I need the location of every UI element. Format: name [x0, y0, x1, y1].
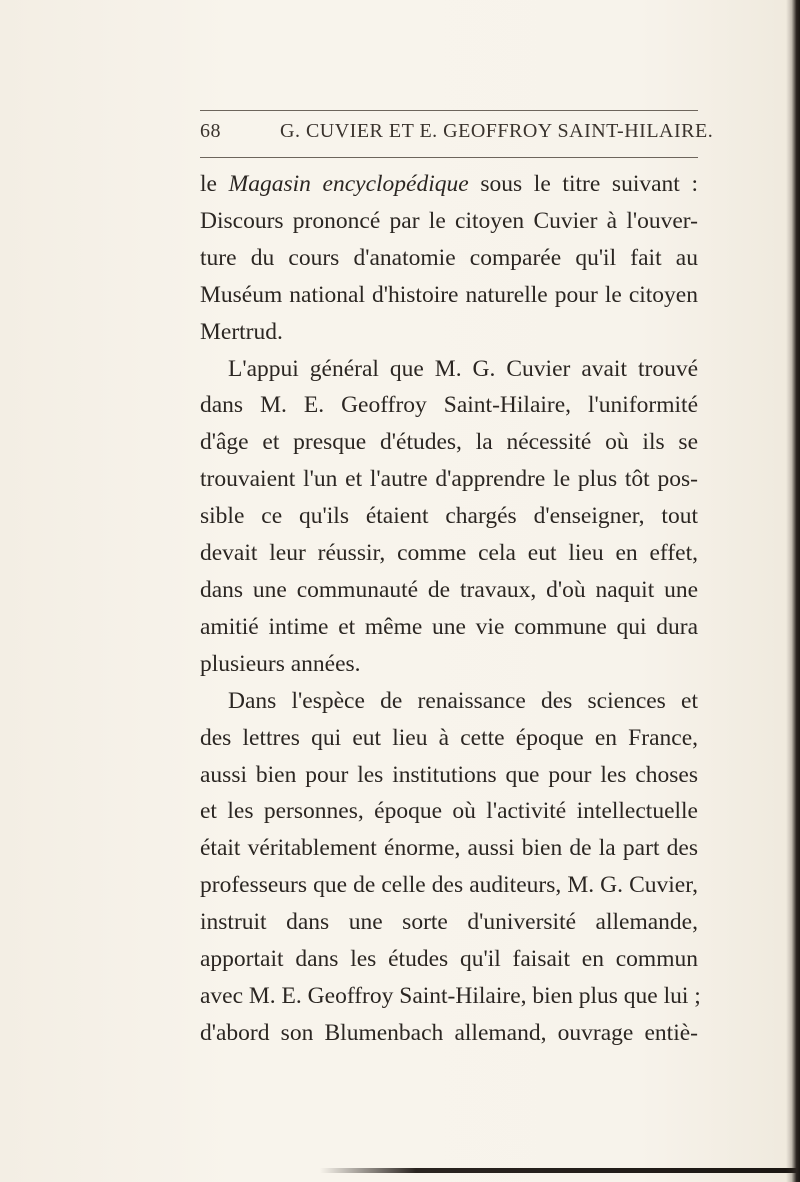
text-line: était véritablement énorme, aussi bien de la part des — [200, 835, 698, 862]
text-line: apportait dans les études qu'il faisait en commun — [200, 946, 698, 973]
page-number: 68 — [200, 120, 221, 142]
text-line: dans M. E. Geoffroy Saint-Hilaire, l'uniformité — [200, 392, 698, 419]
text-line: d'abord son Blumenbach allemand, ouvrage entiè- — [200, 1019, 698, 1046]
page-edge-shadow — [786, 0, 800, 1182]
running-header — [200, 118, 714, 148]
text-line: dans une communauté de travaux, d'où naquit une — [200, 576, 698, 603]
text-line: trouvaient l'un et l'autre d'apprendre le plus tôt pos- — [200, 466, 698, 493]
text-line: plusieurs années. — [200, 650, 361, 677]
running-title: G. CUVIER ET E. GEOFFROY SAINT-HILAIRE. — [280, 120, 714, 142]
page-bottom-shadow — [320, 1168, 800, 1173]
header-top-rule — [200, 110, 698, 111]
text-line: aussi bien pour les institutions que pour les choses — [200, 761, 698, 788]
text-line: d'âge et presque d'études, la nécessité où ils se — [200, 429, 698, 456]
text-line: le Magasin encyclopédique sous le titre suivant : — [200, 171, 698, 197]
text-line: et les personnes, époque où l'activité intellectuelle — [200, 798, 698, 825]
text-line: avec M. E. Geoffroy Saint-Hilaire, bien plus que lui ; — [200, 982, 701, 1009]
text-line: devait leur réussir, comme cela eut lieu en effet, — [200, 540, 698, 567]
paragraph-start-line: Dans l'espèce de renaissance des sciences et — [228, 687, 698, 714]
text-line: Muséum national d'histoire naturelle pour le citoyen — [200, 281, 698, 308]
body-text — [200, 166, 701, 1052]
text-line: Mertrud. — [200, 318, 283, 345]
text-line: instruit dans une sorte d'université allemande, — [200, 909, 698, 936]
paragraph-start-line: L'appui général que M. G. Cuvier avait trouvé — [228, 355, 698, 382]
text-line: sible ce qu'ils étaient chargés d'enseigner, tout — [200, 503, 698, 530]
text-line: Discours prononcé par le citoyen Cuvier à l'ouver- — [200, 207, 698, 234]
header-bottom-rule — [200, 157, 698, 158]
text-line: professeurs que de celle des auditeurs, M. G. Cuvier, — [200, 872, 698, 899]
italic-title: Magasin encyclopédique — [228, 171, 469, 197]
text-line: amitié intime et même une vie commune qui dura — [200, 613, 698, 640]
text-line: ture du cours d'anatomie comparée qu'il fait au — [200, 244, 698, 271]
text-line: des lettres qui eut lieu à cette époque en France, — [200, 724, 698, 751]
